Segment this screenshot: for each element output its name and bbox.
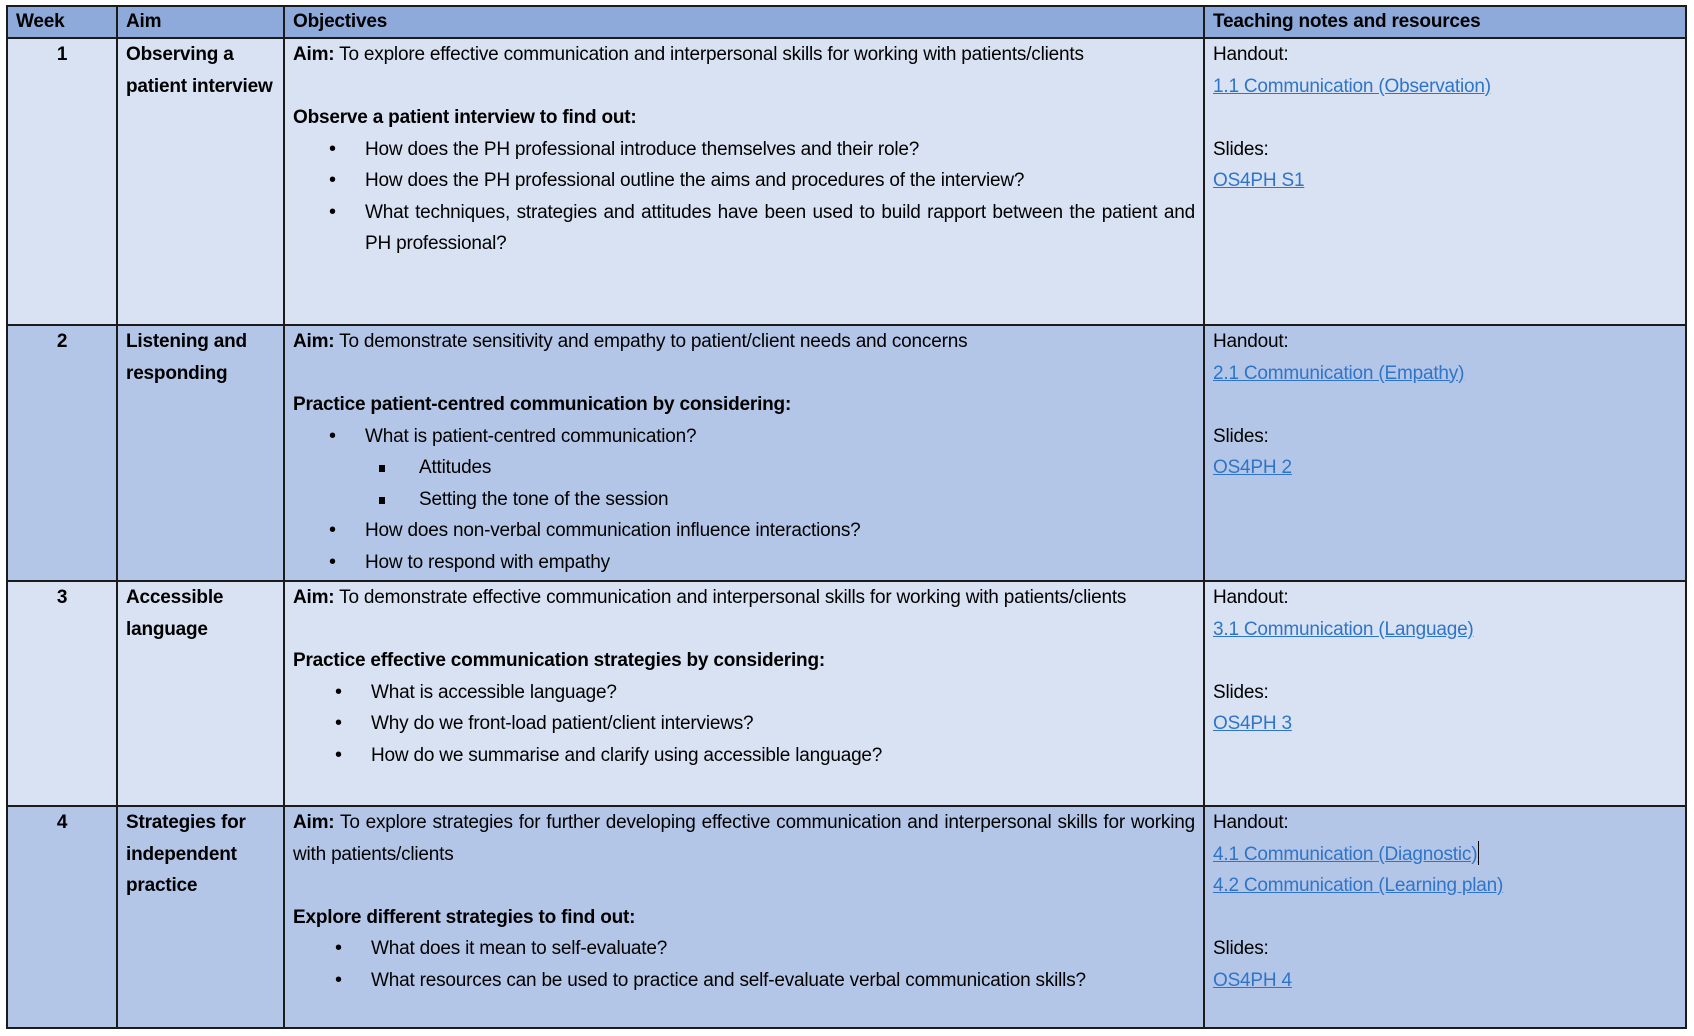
week-number: 1 <box>7 38 117 325</box>
week-number: 2 <box>7 325 117 581</box>
resources-cell <box>1204 38 1686 325</box>
aim-statement <box>293 326 1195 358</box>
resources-cell <box>1204 581 1686 806</box>
course-plan-table <box>6 5 1687 1029</box>
list-item: • What resources can be used to practice and self-evaluate verbal communication skills? <box>371 965 1195 997</box>
table-row-week-4 <box>7 806 1686 1028</box>
aim-label: Aim: <box>293 44 335 65</box>
handout-label: Handout: <box>1213 812 1289 833</box>
header-row <box>7 6 1686 38</box>
objectives-cell <box>284 38 1204 325</box>
slides-label: Slides: <box>1213 681 1269 703</box>
table-row-week-2 <box>7 325 1686 581</box>
list-item: • How to respond with empathy <box>365 547 1195 579</box>
table-row-week-1 <box>7 38 1686 325</box>
list-item <box>365 421 1195 516</box>
header-objectives: Objectives <box>284 6 1204 38</box>
text-cursor <box>1478 841 1479 865</box>
header-resources: Teaching notes and resources <box>1204 6 1686 38</box>
table-row-week-3 <box>7 581 1686 806</box>
handout-link[interactable]: 4.2 Communication (Learning plan) <box>1213 875 1504 896</box>
slides-link[interactable]: OS4PH 2 <box>1213 457 1292 478</box>
week-number: 4 <box>7 806 117 1028</box>
sub-list <box>365 452 1195 515</box>
list-item: • How do we summarise and clarify using accessible language? <box>371 740 1195 772</box>
list-item: • What does it mean to self-evaluate? <box>371 933 1195 965</box>
objectives-list <box>293 134 1195 260</box>
slides-label: Slides: <box>1213 938 1269 959</box>
aim-statement <box>293 39 1195 71</box>
aim-text: To demonstrate effective communication and interpersonal skills for working with patients/clients <box>334 587 1127 608</box>
week-aim: Strategies for independent practice <box>117 806 284 1028</box>
list-item: • What techniques, strategies and attitudes have been used to build rapport between the patient and PH professional? <box>365 197 1195 260</box>
aim-label: Aim: <box>293 331 335 352</box>
aim-text: To demonstrate sensitivity and empathy to patient/client needs and concerns <box>334 331 968 352</box>
week-aim: Observing a patient interview <box>117 38 284 325</box>
handout-label: Handout: <box>1213 587 1289 608</box>
aim-statement <box>293 807 1195 870</box>
objectives-list <box>293 421 1195 579</box>
handout-link[interactable]: 3.1 Communication (Language) <box>1213 618 1474 640</box>
resources-cell <box>1204 325 1686 581</box>
aim-label: Aim: <box>293 587 335 608</box>
week-aim: Listening and responding <box>117 325 284 581</box>
resources-cell <box>1204 806 1686 1028</box>
objectives-cell <box>284 581 1204 806</box>
list-item: • Why do we front-load patient/client interviews? <box>371 708 1195 740</box>
slides-link[interactable]: OS4PH 3 <box>1213 713 1292 734</box>
slides-link[interactable]: OS4PH 4 <box>1213 969 1292 991</box>
list-item: • How does the PH professional introduce themselves and their role? <box>365 134 1195 166</box>
list-item: • How does the PH professional outline the aims and procedures of the interview? <box>365 165 1195 197</box>
objectives-cell <box>284 806 1204 1028</box>
slides-label: Slides: <box>1213 425 1269 447</box>
handout-label: Handout: <box>1213 331 1289 352</box>
objectives-cell <box>284 325 1204 581</box>
handout-link[interactable]: 1.1 Communication (Observation) <box>1213 75 1491 97</box>
handout-link[interactable]: 2.1 Communication (Empathy) <box>1213 362 1465 384</box>
objectives-heading: Practice patient-centred communication by considering: <box>293 394 792 415</box>
objectives-heading: Explore different strategies to find out: <box>293 906 636 928</box>
aim-label: Aim: <box>293 812 335 833</box>
list-item-text: What is patient-centred communication? <box>365 425 697 447</box>
objectives-heading: Observe a patient interview to find out: <box>293 107 637 128</box>
list-item: • What is accessible language? <box>371 677 1195 709</box>
aim-text: To explore strategies for further developing effective communication and interpersonal skills for working with patients/clients <box>293 812 1195 865</box>
week-number: 3 <box>7 581 117 806</box>
header-week: Week <box>7 6 117 38</box>
handout-link[interactable]: 4.1 Communication (Diagnostic) <box>1213 843 1478 865</box>
objectives-list <box>293 677 1195 772</box>
header-aim: Aim <box>117 6 284 38</box>
sub-list-item: Attitudes <box>419 452 1195 484</box>
objectives-list <box>293 933 1195 996</box>
aim-text: To explore effective communication and interpersonal skills for working with patients/clients <box>334 44 1084 65</box>
objectives-heading: Practice effective communication strategies by considering: <box>293 650 825 671</box>
aim-statement <box>293 582 1195 614</box>
list-item: • How does non-verbal communication influence interactions? <box>365 515 1195 547</box>
week-aim: Accessible language <box>117 581 284 806</box>
handout-label: Handout: <box>1213 44 1289 65</box>
slides-link[interactable]: OS4PH S1 <box>1213 170 1305 191</box>
sub-list-item: Setting the tone of the session <box>419 484 1195 516</box>
slides-label: Slides: <box>1213 138 1269 160</box>
